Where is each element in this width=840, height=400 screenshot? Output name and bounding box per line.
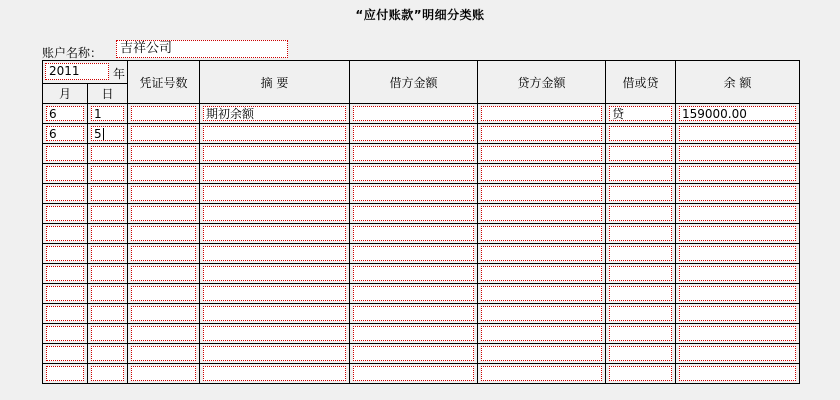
debit-amount-input[interactable]	[353, 286, 474, 301]
summary-input[interactable]	[203, 206, 346, 221]
ledger-cell	[200, 224, 350, 244]
ledger-cell	[43, 284, 88, 304]
ledger-cell	[606, 284, 676, 304]
debit-or-credit-input[interactable]	[609, 146, 672, 161]
credit-amount-header: 贷方金额	[478, 61, 606, 104]
summary-input[interactable]	[203, 266, 346, 281]
ledger-cell	[128, 104, 200, 124]
month-input[interactable]	[46, 326, 84, 341]
ledger-cell	[128, 324, 200, 344]
debit-amount-input[interactable]	[353, 126, 474, 141]
ledger-cell	[88, 204, 128, 224]
page-title: “应付账款”明细分类账	[355, 8, 485, 22]
day-input[interactable]	[91, 166, 124, 181]
ledger-cell	[676, 104, 800, 124]
month-input[interactable]	[46, 226, 84, 241]
summary-header: 摘 要	[200, 61, 350, 104]
ledger-cell	[128, 184, 200, 204]
year-cell	[43, 61, 128, 84]
ledger-cell	[88, 164, 128, 184]
ledger-cell	[606, 164, 676, 184]
ledger-row	[43, 144, 800, 164]
summary-input[interactable]	[203, 166, 346, 181]
ledger-cell	[200, 244, 350, 264]
ledger-cell	[43, 224, 88, 244]
voucher-number-input[interactable]	[131, 126, 196, 141]
ledger-cell	[606, 224, 676, 244]
ledger-cell	[606, 264, 676, 284]
ledger-row	[43, 244, 800, 264]
month-header: 月	[43, 84, 88, 104]
ledger-row	[43, 344, 800, 364]
voucher-number-input[interactable]	[131, 146, 196, 161]
month-input[interactable]	[46, 246, 84, 261]
credit-amount-input[interactable]	[481, 346, 602, 361]
ledger-cell	[350, 124, 478, 144]
ledger-row	[43, 164, 800, 184]
ledger-cell	[676, 124, 800, 144]
summary-input[interactable]: 期初余额	[203, 106, 346, 121]
debit-or-credit-input[interactable]	[609, 266, 672, 281]
ledger-row	[43, 324, 800, 344]
debit-or-credit-input[interactable]	[609, 366, 672, 381]
ledger-cell	[200, 144, 350, 164]
balance-input[interactable]	[679, 306, 796, 321]
debit-or-credit-input[interactable]	[609, 286, 672, 301]
credit-amount-input[interactable]	[481, 146, 602, 161]
ledger-cell	[676, 364, 800, 384]
ledger-cell	[676, 244, 800, 264]
ledger-cell	[350, 324, 478, 344]
ledger-cell	[676, 304, 800, 324]
month-input[interactable]	[46, 166, 84, 181]
text-caret	[103, 128, 104, 140]
voucher-number-input[interactable]	[131, 266, 196, 281]
ledger-cell	[350, 184, 478, 204]
ledger-cell	[200, 304, 350, 324]
debit-or-credit-header: 借或贷	[606, 61, 676, 104]
year-input[interactable]: 2011	[45, 63, 109, 80]
ledger-cell	[200, 364, 350, 384]
debit-or-credit-input[interactable]	[609, 226, 672, 241]
month-input[interactable]	[46, 366, 84, 381]
credit-amount-input[interactable]	[481, 166, 602, 181]
balance-input[interactable]	[679, 366, 796, 381]
ledger-cell	[676, 324, 800, 344]
balance-input[interactable]	[679, 246, 796, 261]
voucher-number-input[interactable]	[131, 106, 196, 121]
ledger-row	[43, 204, 800, 224]
ledger-cell	[88, 104, 128, 124]
month-input[interactable]	[46, 286, 84, 301]
debit-amount-input[interactable]	[353, 186, 474, 201]
ledger-cell	[200, 344, 350, 364]
ledger-cell	[350, 244, 478, 264]
ledger-cell	[128, 264, 200, 284]
ledger-cell	[43, 264, 88, 284]
summary-input[interactable]	[203, 146, 346, 161]
ledger-row	[43, 264, 800, 284]
ledger-cell	[606, 344, 676, 364]
ledger-row	[43, 104, 800, 124]
balance-input[interactable]	[679, 206, 796, 221]
debit-amount-input[interactable]	[353, 146, 474, 161]
ledger-cell	[128, 284, 200, 304]
ledger-cell	[676, 184, 800, 204]
ledger-cell	[350, 264, 478, 284]
ledger-cell	[478, 204, 606, 224]
debit-amount-header: 借方金额	[350, 61, 478, 104]
ledger-cell	[200, 324, 350, 344]
ledger-cell	[200, 284, 350, 304]
day-input[interactable]: 5	[91, 126, 124, 141]
debit-amount-input[interactable]	[353, 166, 474, 181]
credit-amount-input[interactable]	[481, 106, 602, 121]
ledger-cell	[606, 184, 676, 204]
ledger-cell	[676, 224, 800, 244]
credit-amount-input[interactable]	[481, 366, 602, 381]
ledger-cell	[43, 364, 88, 384]
ledger-cell	[88, 304, 128, 324]
ledger-cell	[88, 144, 128, 164]
debit-amount-input[interactable]	[353, 366, 474, 381]
ledger-cell	[43, 164, 88, 184]
credit-amount-input[interactable]	[481, 246, 602, 261]
day-input[interactable]	[91, 366, 124, 381]
ledger-cell	[478, 164, 606, 184]
ledger-cell	[128, 344, 200, 364]
credit-amount-input[interactable]	[481, 126, 602, 141]
debit-amount-input[interactable]	[353, 326, 474, 341]
credit-amount-input[interactable]	[481, 326, 602, 341]
day-input[interactable]	[91, 266, 124, 281]
ledger-cell	[478, 364, 606, 384]
debit-or-credit-input[interactable]	[609, 326, 672, 341]
ledger-cell	[200, 184, 350, 204]
ledger-row	[43, 224, 800, 244]
summary-input[interactable]	[203, 346, 346, 361]
debit-amount-input[interactable]	[353, 226, 474, 241]
month-input[interactable]	[46, 206, 84, 221]
ledger-cell	[43, 104, 88, 124]
day-input[interactable]	[91, 306, 124, 321]
ledger-cell	[350, 144, 478, 164]
ledger-cell	[606, 124, 676, 144]
day-input[interactable]	[91, 346, 124, 361]
debit-or-credit-input[interactable]	[609, 246, 672, 261]
debit-amount-input[interactable]	[353, 266, 474, 281]
ledger-cell	[606, 364, 676, 384]
voucher-number-input[interactable]	[131, 306, 196, 321]
ledger-cell	[478, 264, 606, 284]
voucher-number-input[interactable]	[131, 366, 196, 381]
ledger-cell	[200, 204, 350, 224]
debit-or-credit-input[interactable]: 贷	[609, 106, 672, 121]
debit-amount-input[interactable]	[353, 246, 474, 261]
month-input[interactable]	[46, 186, 84, 201]
day-input[interactable]	[91, 146, 124, 161]
ledger-cell	[350, 104, 478, 124]
ledger-cell	[88, 364, 128, 384]
voucher-number-header: 凭证号数	[128, 61, 200, 104]
ledger-cell	[88, 244, 128, 264]
day-input[interactable]: 1	[91, 106, 124, 121]
balance-input[interactable]	[679, 166, 796, 181]
ledger-cell	[88, 264, 128, 284]
credit-amount-input[interactable]	[481, 186, 602, 201]
ledger-cell	[478, 284, 606, 304]
debit-amount-input[interactable]	[353, 306, 474, 321]
balance-input[interactable]	[679, 326, 796, 341]
ledger-cell	[200, 124, 350, 144]
ledger-cell	[676, 264, 800, 284]
ledger-cell	[128, 164, 200, 184]
ledger-cell	[478, 324, 606, 344]
credit-amount-input[interactable]	[481, 266, 602, 281]
balance-input[interactable]	[679, 146, 796, 161]
account-name-label: 账户名称：	[42, 46, 103, 60]
debit-or-credit-input[interactable]	[609, 346, 672, 361]
balance-input[interactable]	[679, 186, 796, 201]
voucher-number-input[interactable]	[131, 206, 196, 221]
ledger-cell	[128, 204, 200, 224]
ledger-cell	[88, 324, 128, 344]
debit-amount-input[interactable]	[353, 106, 474, 121]
ledger-cell	[43, 244, 88, 264]
summary-input[interactable]	[203, 226, 346, 241]
debit-amount-input[interactable]	[353, 206, 474, 221]
ledger-cell	[200, 164, 350, 184]
debit-or-credit-input[interactable]	[609, 166, 672, 181]
ledger-cell	[676, 144, 800, 164]
summary-input[interactable]	[203, 186, 346, 201]
month-input[interactable]	[46, 146, 84, 161]
month-input[interactable]	[46, 266, 84, 281]
balance-input[interactable]	[679, 226, 796, 241]
ledger-cell	[200, 104, 350, 124]
ledger-cell	[478, 144, 606, 164]
ledger-cell	[88, 224, 128, 244]
ledger-cell	[128, 304, 200, 324]
summary-input[interactable]	[203, 126, 346, 141]
ledger-cell	[128, 364, 200, 384]
ledger-cell	[350, 304, 478, 324]
ledger-cell	[350, 344, 478, 364]
ledger-cell	[606, 304, 676, 324]
ledger-cell	[88, 124, 128, 144]
ledger-cell	[606, 244, 676, 264]
voucher-number-input[interactable]	[131, 246, 196, 261]
ledger-cell	[43, 204, 88, 224]
ledger-cell	[128, 244, 200, 264]
ledger-cell	[350, 224, 478, 244]
ledger-cell	[478, 124, 606, 144]
ledger-cell	[478, 244, 606, 264]
ledger-cell	[128, 124, 200, 144]
credit-amount-input[interactable]	[481, 286, 602, 301]
voucher-number-input[interactable]	[131, 346, 196, 361]
ledger-row	[43, 284, 800, 304]
ledger-cell	[350, 204, 478, 224]
debit-or-credit-input[interactable]	[609, 186, 672, 201]
voucher-number-input[interactable]	[131, 326, 196, 341]
summary-input[interactable]	[203, 326, 346, 341]
ledger-cell	[606, 204, 676, 224]
ledger-cell	[88, 284, 128, 304]
month-input[interactable]: 6	[46, 106, 84, 121]
summary-input[interactable]	[203, 246, 346, 261]
balance-input[interactable]	[679, 346, 796, 361]
ledger-cell	[350, 164, 478, 184]
ledger-cell	[128, 224, 200, 244]
ledger-cell	[478, 224, 606, 244]
day-input[interactable]	[91, 246, 124, 261]
day-input[interactable]	[91, 326, 124, 341]
ledger-row	[43, 124, 800, 144]
ledger-cell	[88, 344, 128, 364]
ledger-cell	[676, 284, 800, 304]
ledger-cell	[43, 304, 88, 324]
voucher-number-input[interactable]	[131, 186, 196, 201]
credit-amount-input[interactable]	[481, 306, 602, 321]
balance-input[interactable]	[679, 266, 796, 281]
ledger-cell	[478, 344, 606, 364]
ledger-cell	[128, 144, 200, 164]
ledger-cell	[606, 104, 676, 124]
balance-input[interactable]: 159000.00	[679, 106, 796, 121]
ledger-cell	[676, 204, 800, 224]
month-input[interactable]	[46, 346, 84, 361]
ledger-cell	[478, 184, 606, 204]
ledger-cell	[606, 144, 676, 164]
ledger-row	[43, 304, 800, 324]
debit-amount-input[interactable]	[353, 346, 474, 361]
ledger-cell	[43, 124, 88, 144]
ledger-cell	[88, 184, 128, 204]
ledger-row	[43, 184, 800, 204]
ledger-cell	[478, 104, 606, 124]
ledger-cell	[43, 344, 88, 364]
voucher-number-input[interactable]	[131, 226, 196, 241]
day-input[interactable]	[91, 206, 124, 221]
balance-header: 余 额	[676, 61, 800, 104]
year-label: 年	[112, 67, 125, 81]
ledger-cell	[676, 164, 800, 184]
day-input[interactable]	[91, 186, 124, 201]
ledger-cell	[350, 364, 478, 384]
debit-or-credit-input[interactable]	[609, 206, 672, 221]
debit-or-credit-input[interactable]	[609, 126, 672, 141]
summary-input[interactable]	[203, 366, 346, 381]
ledger-cell	[43, 144, 88, 164]
ledger-cell	[200, 264, 350, 284]
ledger-cell	[676, 344, 800, 364]
voucher-number-input[interactable]	[131, 286, 196, 301]
day-input[interactable]	[91, 226, 124, 241]
day-header: 日	[88, 84, 128, 104]
voucher-number-input[interactable]	[131, 166, 196, 181]
ledger-cell	[478, 304, 606, 324]
credit-amount-input[interactable]	[481, 226, 602, 241]
ledger-cell	[43, 184, 88, 204]
account-name-input[interactable]: 吉祥公司	[116, 40, 288, 58]
month-input[interactable]: 6	[46, 126, 84, 141]
credit-amount-input[interactable]	[481, 206, 602, 221]
ledger-cell	[43, 324, 88, 344]
ledger-cell	[350, 284, 478, 304]
ledger-row	[43, 364, 800, 384]
balance-input[interactable]	[679, 126, 796, 141]
day-input[interactable]	[91, 286, 124, 301]
ledger-table	[42, 60, 800, 384]
debit-or-credit-input[interactable]	[609, 306, 672, 321]
month-input[interactable]	[46, 306, 84, 321]
summary-input[interactable]	[203, 286, 346, 301]
balance-input[interactable]	[679, 286, 796, 301]
summary-input[interactable]	[203, 306, 346, 321]
ledger-cell	[606, 324, 676, 344]
